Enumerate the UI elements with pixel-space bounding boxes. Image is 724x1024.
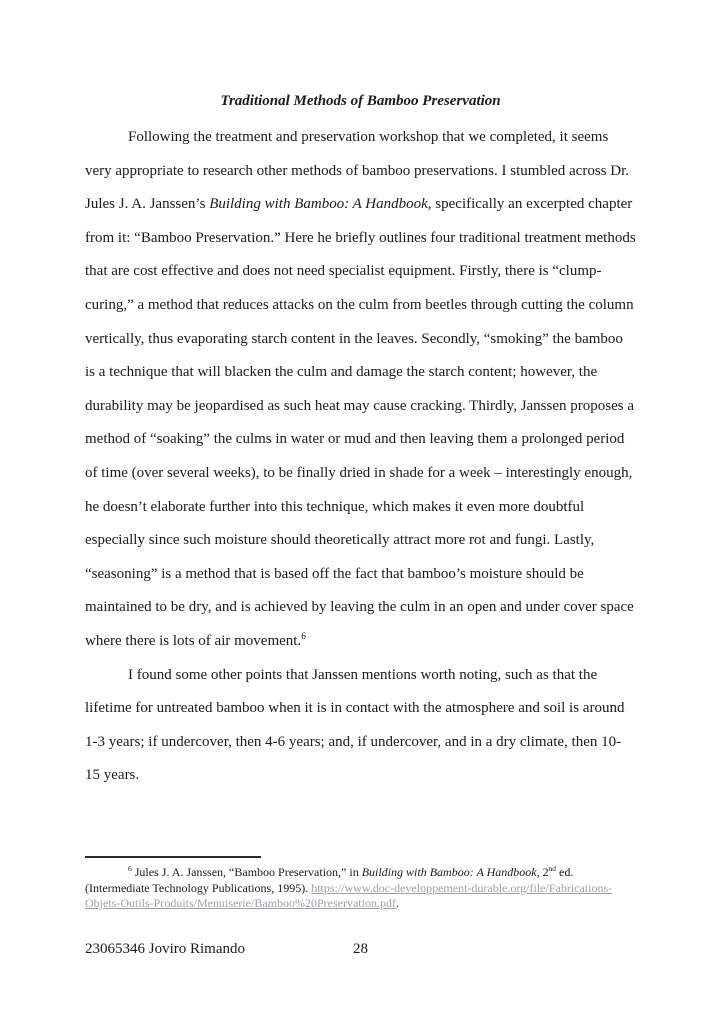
text-run: Building with Bamboo: A Handbook <box>209 196 428 213</box>
page-footer <box>85 941 636 961</box>
superscript: 6 <box>128 864 132 873</box>
text-run: . <box>395 896 399 911</box>
body-paragraphs <box>85 121 636 793</box>
text-run: I found some other points that Janssen mentions worth noting, such as that the lifetime for untreated bamboo when it is in contact with the atmosphere and soil is around 1-3 years; if undercover, then 4-6 years; and, if undercover, and in a dry climate, then 10-15 years. <box>85 666 625 784</box>
footer-author: 23065346 Joviro Rimando <box>85 941 245 957</box>
text-run: , 2 <box>536 865 549 879</box>
footnote-area <box>85 856 636 912</box>
footnote <box>85 865 636 912</box>
text-run: , specifically an excerpted chapter from it: “Bamboo Preservation.” Here he briefly outlines four traditional treatment methods that are cost effective and does not need specialist equipment. Firstly, there is “clump-curing,” a method that reduces attacks on the culm from beetles through cutting the column vertically, thus evaporating starch content in the leaves. Secondly, “smoking” the bamboo is a technique that will blacken the culm and damage the starch content; however, the durability may be jeopardised as such heat may cause cracking. Thirdly, Janssen proposes a method of “soaking” the culms in water or mud and then leaving them a prolonged period of time (over several weeks), to be finally dried in shade for a week – interestingly enough, he doesn’t elaborate further into this technique, which makes it even more doubtful especially since such moisture should theoretically attract more rot and fungi. Lastly, “seasoning” is a method that is based off the fact that bamboo’s moisture should be maintained to be dry, and is achieved by leaving the culm in an open and under cover space where there is lots of air movement. <box>85 196 636 649</box>
footnote-separator <box>85 856 261 858</box>
text-run: ed. (Intermediate Technology Publications, 1995). <box>85 865 574 895</box>
text-run: Building with Bamboo: A Handbook <box>361 865 537 879</box>
paragraph <box>85 659 636 793</box>
page-number: 28 <box>353 941 368 957</box>
footnote-link[interactable]: https://www.doc-developpement-durable.org/file/Fabrications-Objets-Outils-Produits/Menuiserie/Bamboo%20Preservation.pdf <box>85 880 613 911</box>
superscript: nd <box>548 864 557 873</box>
text-run: Jules J. A. Janssen, “Bamboo Preservation,” in <box>131 865 362 879</box>
superscript: 6 <box>301 631 306 642</box>
document-title: Traditional Methods of Bamboo Preservation <box>220 93 501 109</box>
page-body <box>85 84 636 793</box>
paragraph <box>85 121 636 659</box>
text-run: Following the treatment and preservation workshop that we completed, it seems very appropriate to research other methods of bamboo preservations. I stumbled across Dr. Jules J. A. Janssen’s <box>85 129 629 213</box>
